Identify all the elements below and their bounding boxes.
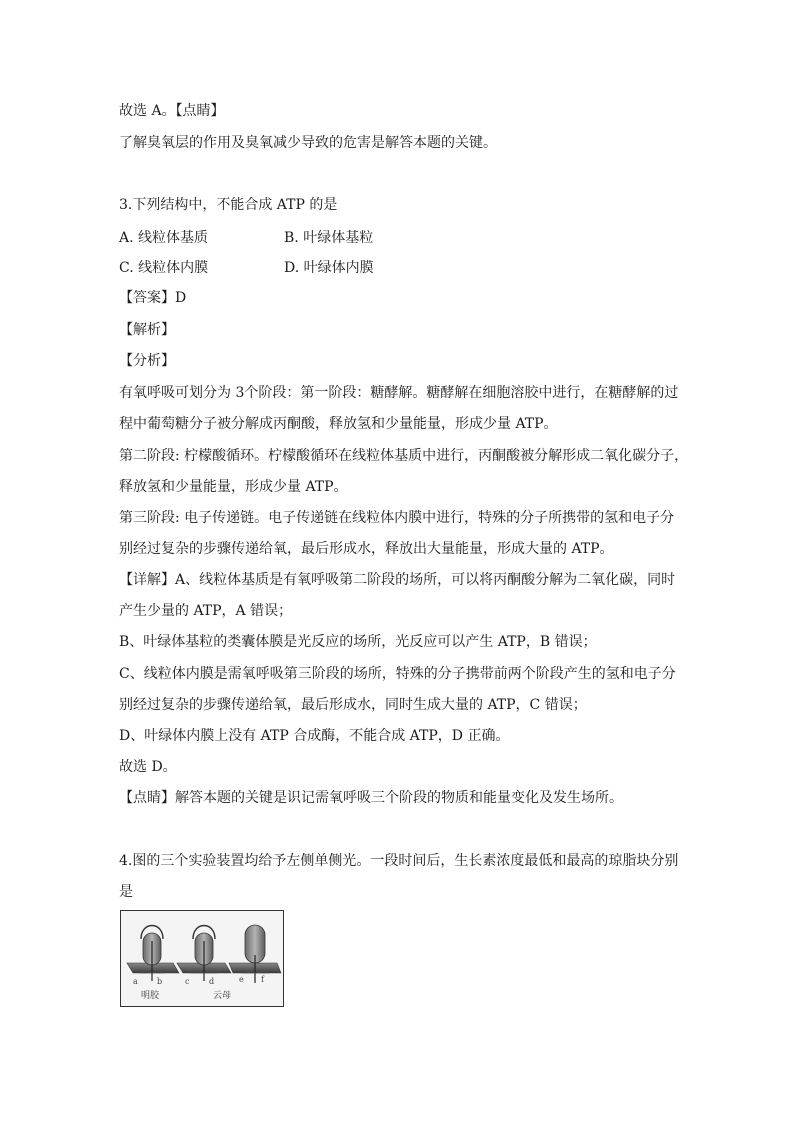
label-gelatin: 明胶 [141, 991, 160, 1001]
analysis-line: 程中葡萄糖分子被分解成丙酮酸，释放氢和少量能量，形成少量 ATP。 [119, 416, 558, 432]
option-a: A. 线粒体基质 [119, 230, 209, 246]
device-2 [177, 926, 231, 982]
analysis-line: 有氧呼吸可划分为 3个阶段：第一阶段：糖酵解。糖酵解在细胞溶胶中进行，在糖酵解的过 [119, 385, 679, 401]
answer-line: 【答案】D [119, 290, 187, 306]
device-1 [127, 926, 179, 982]
analysis-line: 第二阶段: 柠檬酸循环。柠檬酸循环在线粒体基质中进行，丙酮酸被分解形成二氧化碳分子， [119, 448, 689, 464]
fenxi-heading: 【分析】 [119, 353, 175, 369]
analysis-line: 第三阶段: 电子传递链。电子传递链在线粒体内膜中进行，特殊的分子所携带的氢和电子分 [119, 510, 675, 526]
detail-line: D、叶绿体内膜上没有 ATP 合成酶，不能合成 ATP，D 正确。 [119, 728, 510, 744]
detail-line: C、线粒体内膜是需氧呼吸第三阶段的场所，特殊的分子携带前两个阶段产生的氢和电子分 [119, 666, 676, 682]
block-label: f [261, 975, 264, 984]
experiment-figure [120, 910, 284, 1007]
detail-line: 产生少量的 ATP，A 错误； [119, 603, 293, 619]
question-3-stem: 3.下列结构中，不能合成 ATP 的是 [119, 197, 338, 213]
option-b: B. 叶绿体基粒 [284, 230, 374, 246]
label-mica: 云母 [213, 991, 232, 1001]
analysis-line: 释放氢和少量能量，形成少量 ATP。 [119, 479, 348, 495]
block-label: d [209, 977, 215, 986]
option-c: C. 线粒体内膜 [119, 260, 209, 276]
block-label: c [185, 977, 190, 986]
previous-answer-line: 故选 A。【点睛】 [119, 103, 225, 119]
question-4-stem-cont: 是 [119, 884, 133, 900]
detail-line: 别经过复杂的步骤传递给氧，最后形成水，同时生成大量的 ATP，C 错误； [119, 697, 587, 713]
block-label: b [157, 977, 163, 986]
previous-key-point: 了解臭氧层的作用及臭氧减少导致的危害是解答本题的关键。 [119, 135, 497, 151]
block-label: e [239, 975, 244, 984]
analysis-line: 别经过复杂的步骤传递给氧，最后形成水，释放出大量能量，形成大量的 ATP。 [119, 541, 614, 557]
option-d: D. 叶绿体内膜 [284, 260, 374, 276]
key-point-line: 【点睛】解答本题的关键是识记需氧呼吸三个阶段的物质和能量变化及发生场所。 [119, 790, 623, 806]
device-3 [229, 925, 281, 983]
detail-line: 【详解】A、线粒体基质是有氧呼吸第二阶段的场所，可以将丙酮酸分解为二氧化碳，同时 [119, 572, 676, 588]
question-4-stem: 4.图的三个实验装置均给予左侧单侧光。一段时间后，生长素浓度最低和最高的琼脂块分别 [119, 853, 679, 869]
detail-line: B、叶绿体基粒的类囊体膜是光反应的场所，光反应可以产生 ATP，B 错误； [119, 634, 597, 650]
analysis-heading: 【解析】 [119, 322, 175, 338]
block-label: a [133, 977, 138, 986]
conclusion-line: 故选 D。 [119, 759, 177, 775]
